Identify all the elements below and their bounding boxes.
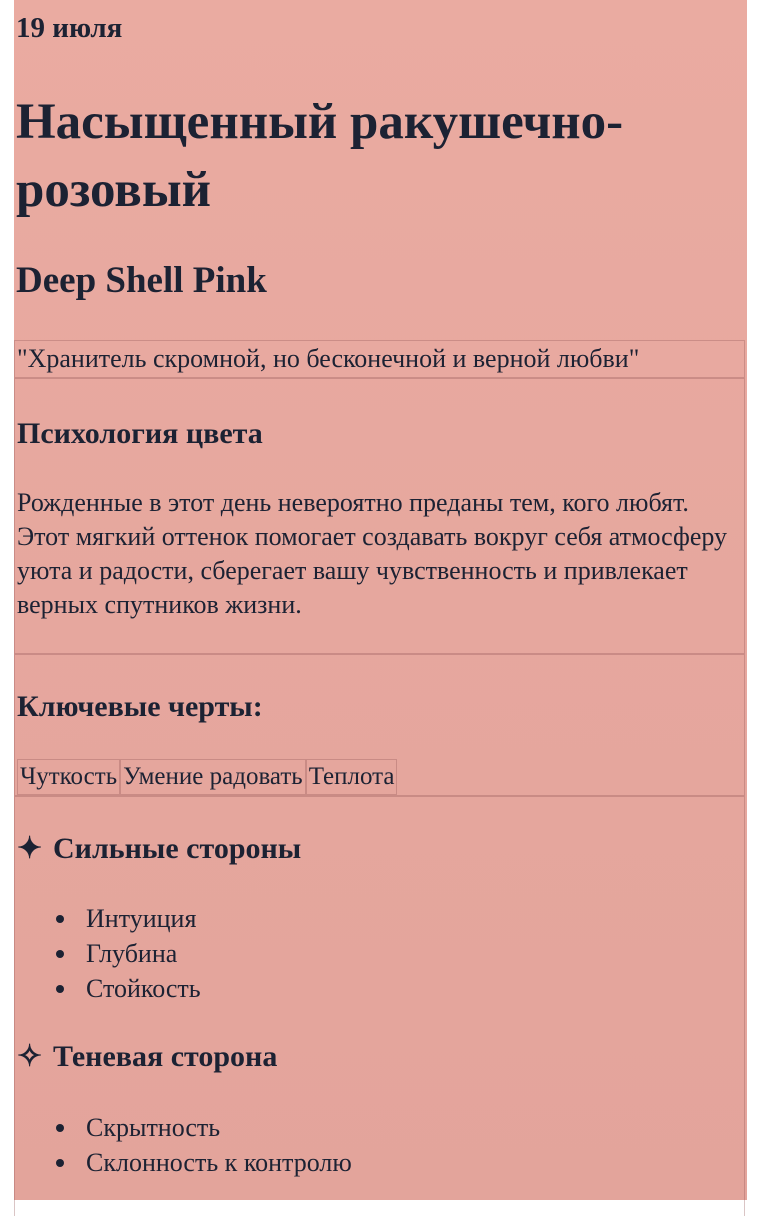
list-item: Склонность к контролю (55, 1145, 352, 1180)
quote-text: "Хранитель скромной, но бесконечной и верной любви" (17, 344, 640, 373)
traits-tags (17, 759, 397, 795)
strengths-heading (17, 830, 301, 868)
trait-tag: Чуткость (17, 759, 120, 795)
page-title: Насыщенный ракушечно-розовый (16, 94, 624, 218)
list-item: Интуиция (55, 901, 201, 936)
psychology-heading: Психология цвета (17, 417, 263, 450)
date-label: 19 июля (16, 12, 123, 44)
traits-heading: Ключевые черты: (17, 690, 263, 723)
list-item: Скрытность (55, 1110, 352, 1145)
color-card (14, 0, 747, 1200)
quote-box (14, 340, 745, 378)
traits-section (14, 654, 745, 796)
shadow-heading-text: Теневая сторона (53, 1040, 278, 1073)
strengths-list (55, 901, 201, 1006)
outline-star-icon: ✧ (17, 1040, 43, 1073)
color-name-english: Deep Shell Pink (16, 260, 267, 301)
strengths-heading-text: Сильные стороны (53, 832, 302, 865)
list-item: Стойкость (55, 971, 201, 1006)
psychology-section (14, 378, 745, 654)
trait-tag: Умение радовать (120, 759, 306, 795)
list-item: Глубина (55, 936, 201, 971)
filled-star-icon: ✦ (17, 832, 43, 865)
trait-tag: Теплота (306, 759, 398, 795)
strengths-shadow-section (14, 796, 745, 1216)
shadow-heading (17, 1038, 277, 1076)
psychology-text: Рожденные в этот день невероятно преданы тем, кого любят. Этот мягкий оттенок помогает создавать вокруг себя атмосферу уюта и радости, сберегает вашу чувственность и привлекает верных спутников жизни. (17, 488, 728, 619)
shadow-list (55, 1110, 352, 1180)
